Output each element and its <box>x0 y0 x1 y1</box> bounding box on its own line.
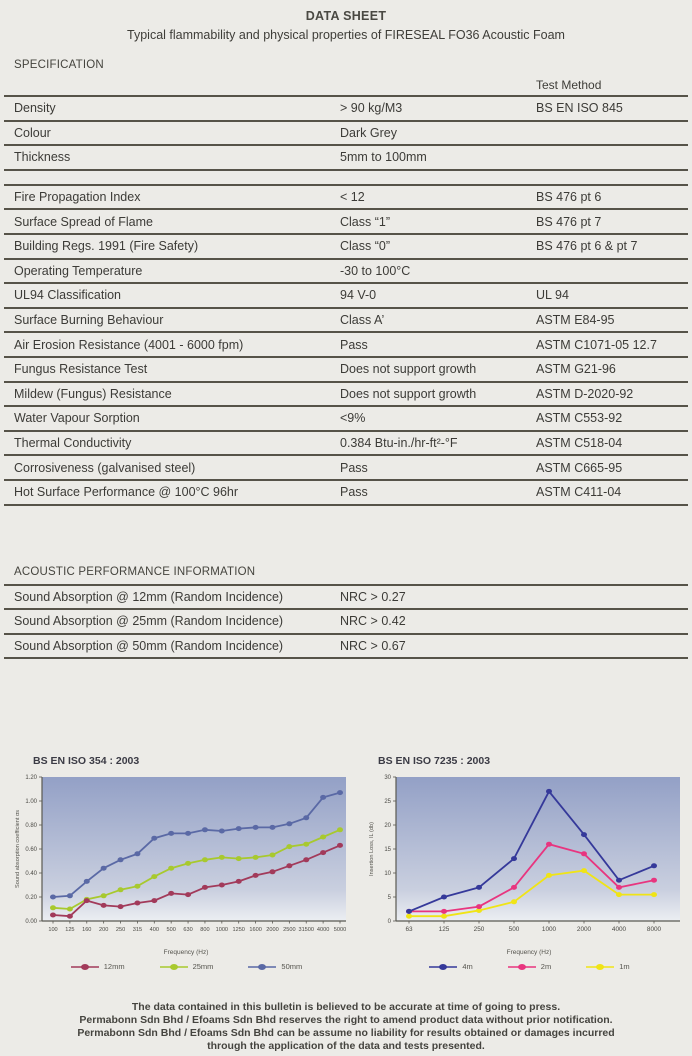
spec-value: Class A’ <box>340 313 385 328</box>
table-row <box>4 456 688 481</box>
data-point <box>101 866 107 871</box>
spec-property: Mildew (Fungus) Resistance <box>14 386 172 401</box>
chart-canvas-iso-354 <box>12 771 352 941</box>
table-row <box>4 407 688 432</box>
data-point <box>84 879 90 884</box>
x-tick-label: 4000 <box>316 927 330 934</box>
spec-method: BS EN ISO 845 <box>536 101 623 116</box>
table-row <box>4 186 688 211</box>
x-tick-label: 125 <box>438 926 450 934</box>
data-point <box>337 790 343 795</box>
spec-property: Surface Burning Behaviour <box>14 313 164 328</box>
legend-label: 2m <box>540 962 552 972</box>
data-point <box>236 879 242 884</box>
charts-section <box>0 755 692 971</box>
legend-label: 25mm <box>192 962 214 972</box>
spec-property: Fire Propagation Index <box>14 190 141 205</box>
table-row <box>4 333 688 358</box>
data-point <box>286 864 292 869</box>
x-tick-label: 250 <box>473 926 485 934</box>
data-point <box>651 892 657 897</box>
table-row <box>4 260 688 285</box>
y-tick-label: 1.00 <box>25 799 37 806</box>
x-tick-label: 5000 <box>333 927 347 934</box>
data-point <box>320 795 326 800</box>
x-tick-label: 800 <box>200 927 210 934</box>
y-tick-label: 0.20 <box>25 895 37 902</box>
data-point <box>185 861 191 866</box>
data-point <box>236 856 242 861</box>
spec-method: ASTM G21-96 <box>536 362 616 377</box>
legend-marker-icon <box>159 963 189 971</box>
x-tick-label: 8000 <box>646 926 662 934</box>
table-row <box>4 432 688 457</box>
y-tick-label: 5 <box>387 895 391 902</box>
data-point <box>118 904 124 909</box>
legend-label: 4m <box>462 962 473 972</box>
data-point <box>101 894 107 899</box>
x-tick-label: 1000 <box>215 927 229 934</box>
acoustic-value: NRC > 0.67 <box>340 638 406 653</box>
spec-property: Operating Temperature <box>14 263 143 278</box>
data-point <box>581 868 587 873</box>
x-tick-label: 160 <box>82 927 92 934</box>
data-point <box>476 885 482 890</box>
data-point <box>303 842 309 847</box>
data-point <box>511 856 517 861</box>
spec-property: Air Erosion Resistance (4001 - 6000 fpm) <box>14 337 244 352</box>
spec-header-row <box>4 75 688 95</box>
data-point <box>581 852 587 857</box>
data-point <box>286 844 292 849</box>
y-tick-label: 10 <box>384 871 391 878</box>
legend-marker-icon <box>70 963 100 971</box>
legend-item-4m <box>428 962 472 971</box>
legend-marker-icon <box>247 963 277 971</box>
page-title: DATA SHEET <box>305 9 387 23</box>
table-row <box>4 284 688 309</box>
spec-property: Surface Spread of Flame <box>14 214 153 229</box>
data-point <box>168 891 174 896</box>
data-point <box>202 828 208 833</box>
data-point <box>320 835 326 840</box>
data-point <box>219 829 225 834</box>
chart-xlabel: Frequency (Hz) <box>163 949 209 957</box>
data-point <box>236 826 242 831</box>
legend-item-2m <box>507 962 551 971</box>
data-point <box>101 903 107 908</box>
spec-value: Class “1” <box>340 214 391 229</box>
spec-method: ASTM E84-95 <box>536 313 615 328</box>
legend-marker-icon <box>428 963 458 971</box>
acoustic-label: Sound Absorption @ 12mm (Random Incidence) <box>14 589 284 604</box>
data-point <box>303 816 309 821</box>
spec-value: 5mm to 100mm <box>340 150 427 165</box>
table-row <box>4 146 688 171</box>
data-point <box>269 825 275 830</box>
data-point <box>441 914 447 919</box>
legend-item-12mm <box>70 962 125 971</box>
x-tick-label: 2000 <box>266 927 279 934</box>
chart-bs-en-iso-354 <box>12 755 360 971</box>
spec-value: < 12 <box>340 190 365 205</box>
spec-value: Dark Grey <box>340 125 397 140</box>
acoustic-value: NRC > 0.27 <box>340 589 406 604</box>
spec-value: Pass <box>340 460 368 475</box>
data-point <box>219 855 225 860</box>
data-point <box>337 828 343 833</box>
data-point <box>84 898 90 903</box>
table-row <box>4 122 688 147</box>
data-point <box>151 898 157 903</box>
page-subtitle: Typical flammability and physical properties of FIRESEAL FO36 Acoustic Foam <box>127 28 565 42</box>
data-point <box>151 836 157 841</box>
y-tick-label: 1.20 <box>25 775 37 782</box>
chart-canvas-iso-7235 <box>366 771 686 941</box>
y-tick-label: 25 <box>384 799 391 806</box>
table-row <box>4 97 688 122</box>
data-point <box>50 906 56 911</box>
data-point <box>67 894 73 899</box>
specification-table <box>4 75 688 506</box>
spec-method: ASTM C1071-05 12.7 <box>536 337 657 352</box>
spec-method: ASTM D-2020-92 <box>536 386 634 401</box>
table-row <box>4 481 688 506</box>
spec-value: Pass <box>340 337 368 352</box>
data-point <box>476 904 482 909</box>
x-tick-label: 200 <box>98 927 109 934</box>
acoustic-table <box>4 586 688 660</box>
acoustic-label: Sound Absorption @ 50mm (Random Incidence) <box>14 638 284 653</box>
legend-item-25mm <box>159 962 214 971</box>
data-point <box>67 914 73 919</box>
table-row <box>4 235 688 260</box>
x-tick-label: 1600 <box>249 927 262 934</box>
specification-heading: SPECIFICATION <box>14 59 104 71</box>
spec-value: Does not support growth <box>340 362 477 377</box>
chart-bs-en-iso-7235 <box>366 755 692 971</box>
data-point <box>616 892 622 897</box>
chart-legend <box>12 962 360 971</box>
x-tick-label: 500 <box>166 927 176 934</box>
spec-method: BS 476 pt 6 & pt 7 <box>536 239 638 254</box>
chart-ylabel: Insertion Loss, IL (db) <box>369 822 375 877</box>
data-point <box>441 909 447 914</box>
x-tick-label: 31500 <box>298 927 315 934</box>
footer-line: Permabonn Sdn Bhd / Efoams Sdn Bhd can be assume no liability for results obtained or damages incurred <box>77 1027 615 1040</box>
data-point <box>134 852 140 857</box>
legend-item-1m <box>585 962 629 971</box>
spec-value: > 90 kg/M3 <box>340 101 403 116</box>
spec-value: Does not support growth <box>340 386 477 401</box>
data-point <box>320 850 326 855</box>
spec-property: Colour <box>14 125 51 140</box>
data-point <box>651 864 657 869</box>
document-header <box>0 0 692 42</box>
data-point <box>269 870 275 875</box>
legend-marker-icon <box>585 963 615 971</box>
x-tick-label: 4000 <box>611 926 627 934</box>
x-tick-label: 125 <box>65 927 75 934</box>
spec-property: Thermal Conductivity <box>14 436 132 451</box>
spec-value: Class “0” <box>340 239 391 254</box>
data-point <box>616 885 622 890</box>
data-point <box>134 884 140 889</box>
data-point <box>185 831 191 836</box>
x-tick-label: 315 <box>132 927 143 934</box>
spec-property: UL94 Classification <box>14 288 121 303</box>
table-row <box>4 210 688 235</box>
data-point <box>616 878 622 883</box>
spec-property: Thickness <box>14 150 71 165</box>
table-row <box>4 610 688 635</box>
data-point <box>67 907 73 912</box>
y-tick-label: 0 <box>387 919 391 926</box>
table-row <box>4 358 688 383</box>
data-point <box>269 853 275 858</box>
footer-line: Permabonn Sdn Bhd / Efoams Sdn Bhd reserves the right to amend product data without prior notification. <box>79 1014 613 1027</box>
data-point <box>546 842 552 847</box>
chart-ylabel: Sound absorption coefficient αs <box>15 810 21 889</box>
data-point <box>118 858 124 863</box>
table-row <box>4 383 688 408</box>
spec-method: ASTM C411-04 <box>536 485 622 500</box>
spec-method: BS 476 pt 6 <box>536 190 602 205</box>
data-point <box>168 831 174 836</box>
data-point <box>134 901 140 906</box>
data-point <box>185 892 191 897</box>
footer-line: The data contained in this bulletin is believed to be accurate at time of going to press. <box>131 1001 561 1014</box>
legend-label: 1m <box>619 962 630 972</box>
data-point <box>253 873 259 878</box>
data-point <box>253 825 259 830</box>
test-method-column-header: Test Method <box>536 78 602 92</box>
data-point <box>651 878 657 883</box>
spec-method: ASTM C518-04 <box>536 436 623 451</box>
spec-method: BS 476 pt 7 <box>536 214 602 229</box>
data-point <box>441 895 447 900</box>
data-point <box>202 885 208 890</box>
spec-value: -30 to 100°C <box>340 263 411 278</box>
data-point <box>303 858 309 863</box>
data-point <box>50 913 56 918</box>
y-tick-label: 0.00 <box>25 919 37 926</box>
x-tick-label: 1250 <box>232 927 245 934</box>
legend-label: 50mm <box>281 962 303 972</box>
table-row <box>4 309 688 334</box>
y-tick-label: 30 <box>384 775 391 782</box>
acoustic-heading: ACOUSTIC PERFORMANCE INFORMATION <box>4 566 688 586</box>
x-tick-label: 500 <box>508 926 520 934</box>
chart-title: BS EN ISO 354 : 2003 <box>33 755 140 768</box>
data-point <box>511 900 517 905</box>
data-point <box>202 858 208 863</box>
spec-method: ASTM C553-92 <box>536 411 623 426</box>
chart-legend <box>366 962 692 971</box>
y-tick-label: 0.60 <box>25 847 37 854</box>
x-tick-label: 400 <box>149 927 159 934</box>
data-point <box>406 914 412 919</box>
data-point <box>168 866 174 871</box>
spec-property: Fungus Resistance Test <box>14 362 148 377</box>
data-point <box>511 885 517 890</box>
x-tick-label: 2500 <box>283 927 296 934</box>
data-point <box>50 895 56 900</box>
spec-method: UL 94 <box>536 288 569 303</box>
data-point <box>581 832 587 837</box>
acoustic-label: Sound Absorption @ 25mm (Random Incidence) <box>14 614 284 629</box>
y-tick-label: 20 <box>384 823 391 830</box>
acoustic-value: NRC > 0.42 <box>340 614 406 629</box>
data-point <box>286 822 292 827</box>
legend-marker-icon <box>507 963 537 971</box>
spec-value: 94 V-0 <box>340 288 377 303</box>
spec-property: Density <box>14 101 56 116</box>
data-point <box>406 909 412 914</box>
x-tick-label: 100 <box>48 927 58 934</box>
data-point <box>546 789 552 794</box>
data-point <box>337 843 343 848</box>
spec-value: 0.384 Btu-in./hr-ft²-°F <box>340 436 458 451</box>
data-point <box>151 874 157 879</box>
y-tick-label: 0.40 <box>25 871 37 878</box>
legend-item-50mm <box>247 962 302 971</box>
footer-line: through the application of the data and tests presented. <box>207 1040 485 1053</box>
x-tick-label: 1000 <box>541 926 557 934</box>
y-tick-label: 15 <box>384 847 391 854</box>
table-row <box>4 586 688 611</box>
data-point <box>118 888 124 893</box>
x-tick-label: 630 <box>183 927 193 934</box>
data-point <box>546 873 552 878</box>
legend-label: 12mm <box>103 962 125 972</box>
spec-value: Pass <box>340 485 368 500</box>
data-point <box>253 855 259 860</box>
chart-xlabel: Frequency (Hz) <box>506 949 552 957</box>
chart-title: BS EN ISO 7235 : 2003 <box>378 755 491 768</box>
spec-properties-table <box>4 184 688 506</box>
spec-value: <9% <box>340 411 366 426</box>
spec-property: Building Regs. 1991 (Fire Safety) <box>14 239 199 254</box>
spec-property: Water Vapour Sorption <box>14 411 140 426</box>
x-tick-label: 250 <box>115 927 126 934</box>
spec-method: ASTM C665-95 <box>536 460 623 475</box>
y-tick-label: 0.80 <box>25 823 37 830</box>
table-row <box>4 635 688 660</box>
spec-property: Corrosiveness (galvanised steel) <box>14 460 196 475</box>
spec-general-table <box>4 95 688 171</box>
x-tick-label: 63 <box>405 926 413 934</box>
disclaimer-footer <box>0 1001 692 1053</box>
data-point <box>219 883 225 888</box>
spec-property: Hot Surface Performance @ 100°C 96hr <box>14 485 239 500</box>
x-tick-label: 2000 <box>576 926 592 934</box>
